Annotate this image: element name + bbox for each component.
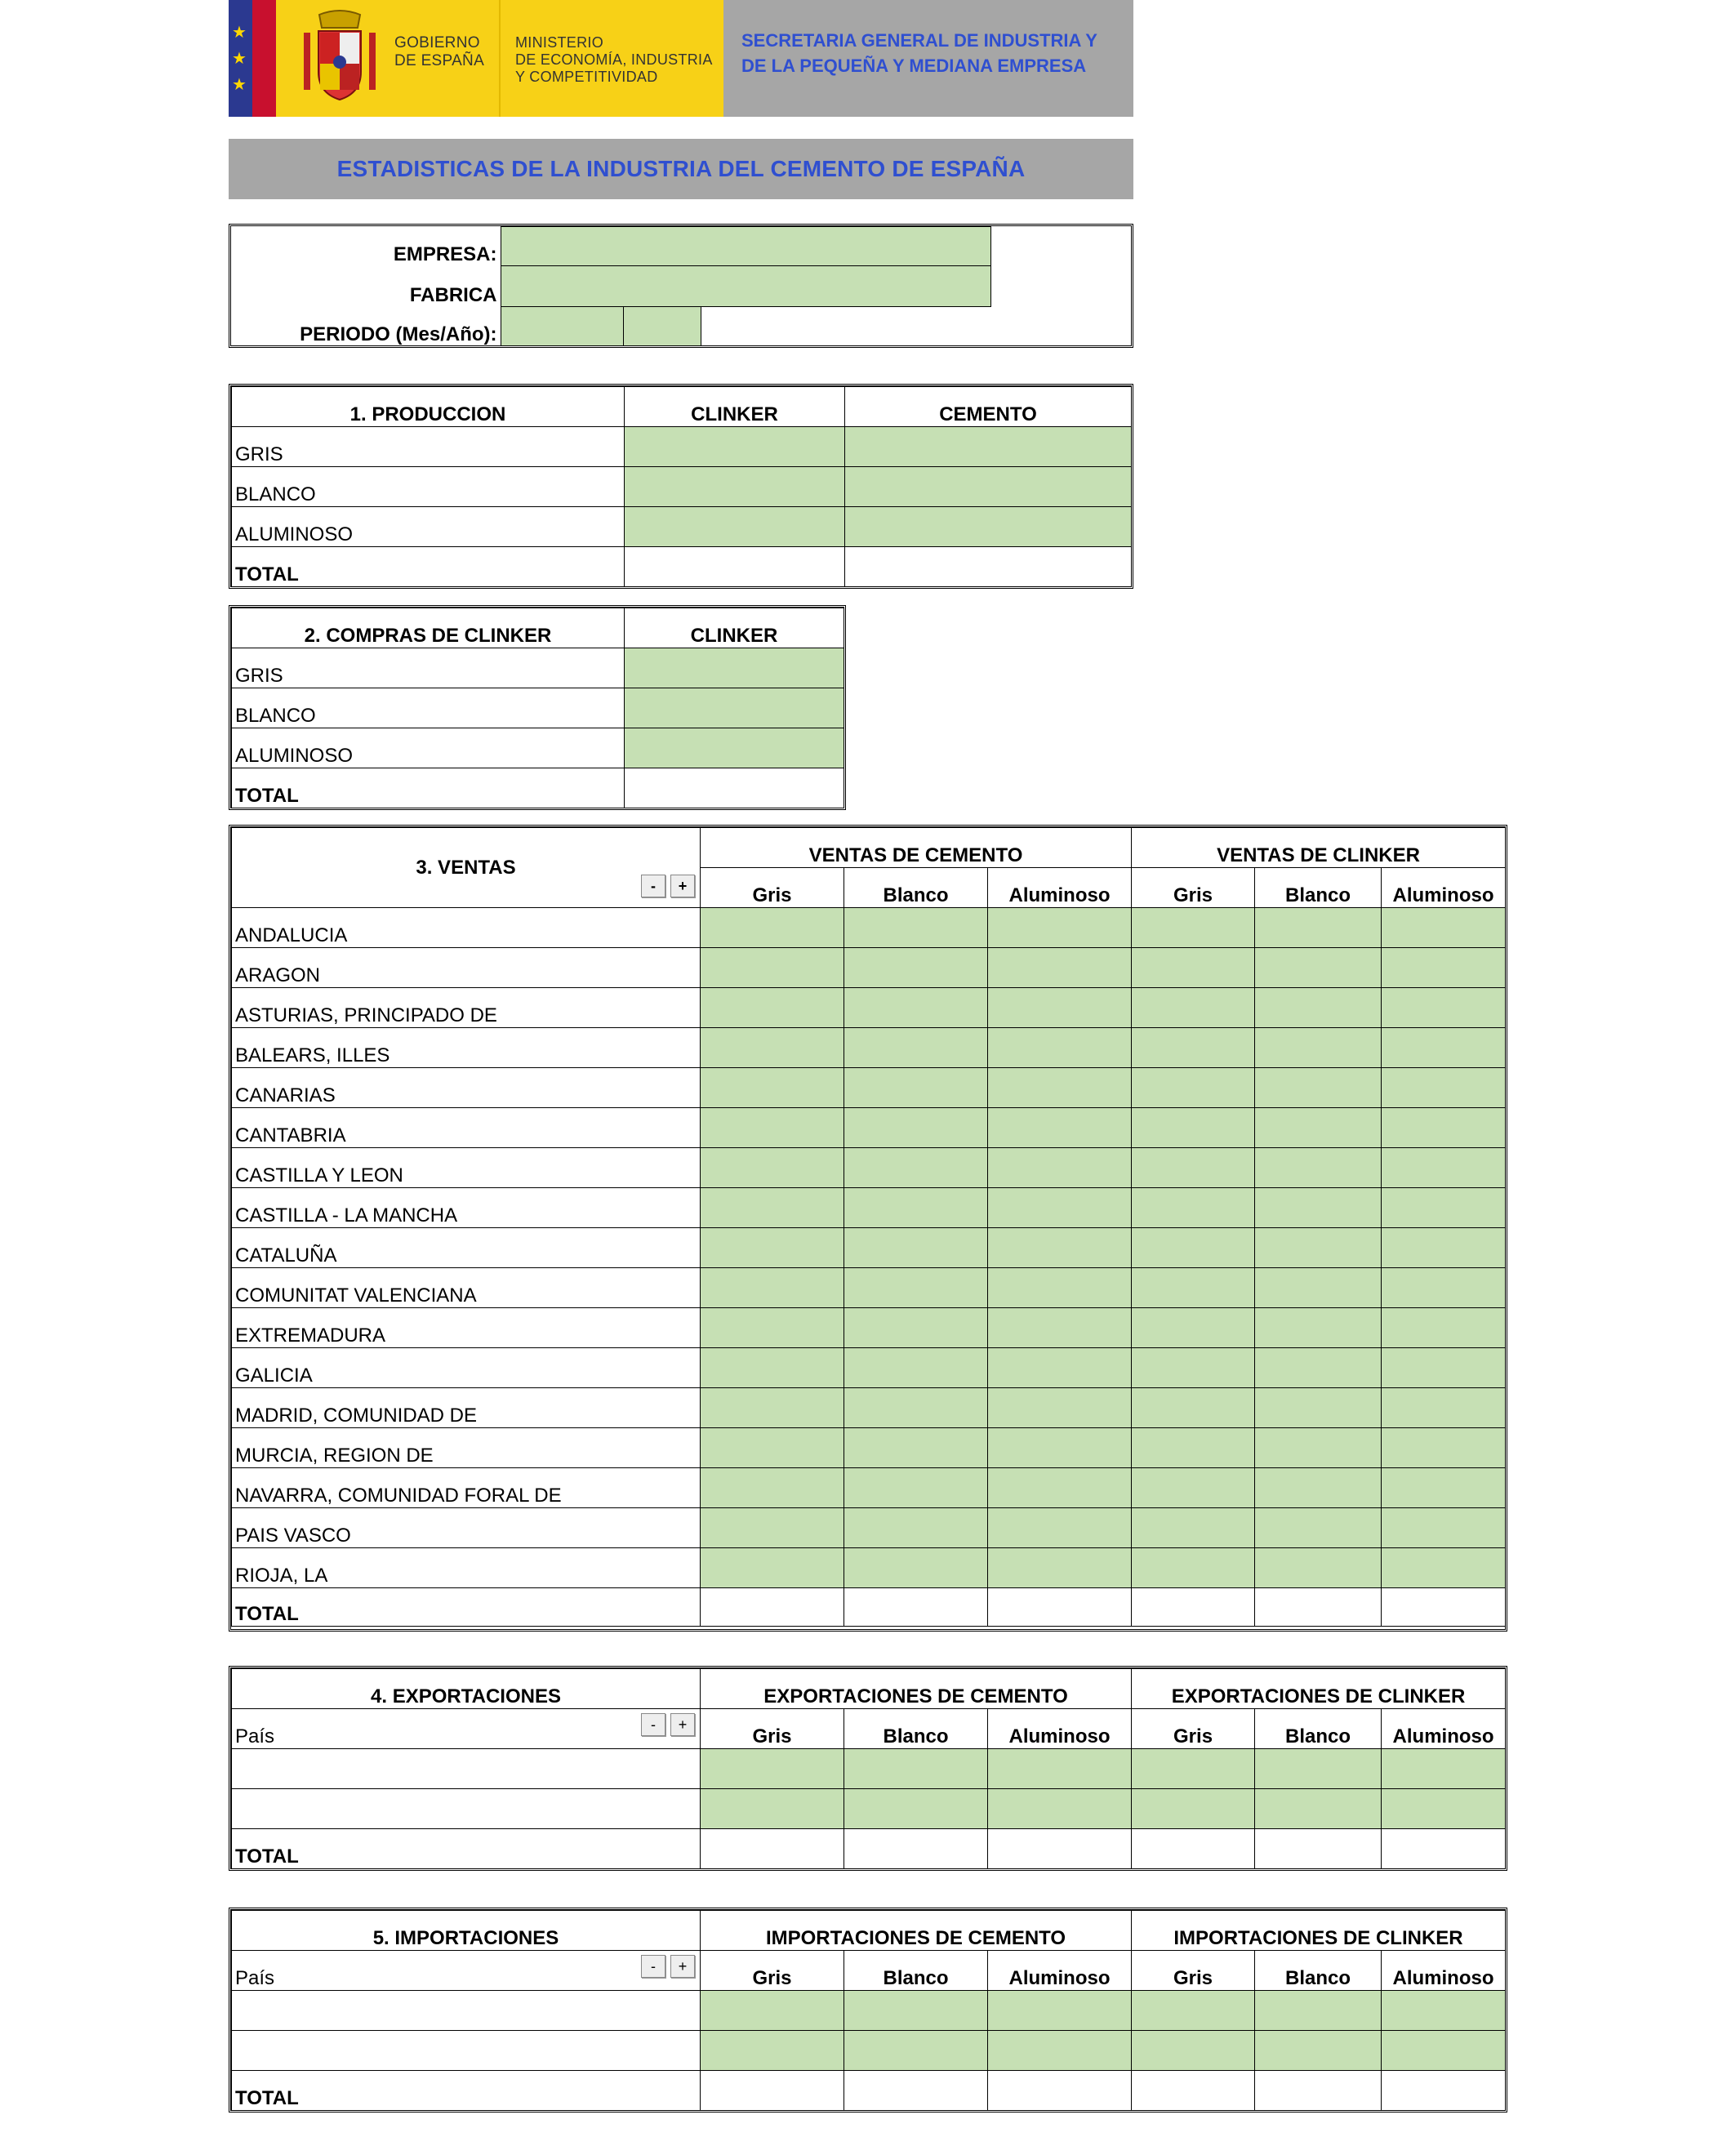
importaciones-value-input[interactable] <box>701 1991 844 2031</box>
periodo-label: PERIODO (Mes/Año): <box>300 323 497 345</box>
exportaciones-pais-input[interactable] <box>232 1749 701 1789</box>
produccion-cemento-blanco-input[interactable] <box>845 467 1132 507</box>
produccion-row-label: GRIS <box>232 427 625 467</box>
ventas-value-input[interactable] <box>701 1388 844 1428</box>
star-icon: ★ <box>232 24 247 42</box>
expand-button[interactable]: + <box>670 875 695 897</box>
ventas-total-cell <box>701 1588 844 1627</box>
ventas-value-input[interactable] <box>1382 1388 1506 1428</box>
importaciones-col-header: Blanco <box>844 1951 988 1991</box>
importaciones-total-cell <box>988 2071 1132 2111</box>
ventas-value-input[interactable] <box>844 1228 988 1268</box>
ventas-value-input[interactable] <box>1132 1188 1255 1228</box>
exportaciones-value-input[interactable] <box>988 1789 1132 1829</box>
importaciones-pais-cell <box>232 1951 701 1991</box>
ministerio-text <box>515 34 713 86</box>
ventas-value-input[interactable] <box>844 1308 988 1348</box>
exportaciones-col-header: Aluminoso <box>988 1709 1132 1749</box>
ventas-total-cell <box>988 1588 1132 1627</box>
ventas-value-input[interactable] <box>701 1228 844 1268</box>
ventas-value-input[interactable] <box>988 1388 1132 1428</box>
exportaciones-value-input[interactable] <box>988 1749 1132 1789</box>
importaciones-value-input[interactable] <box>844 1991 988 2031</box>
ventas-row <box>232 1348 1506 1388</box>
star-icon: ★ <box>232 50 247 68</box>
ventas-value-input[interactable] <box>1132 1108 1255 1148</box>
empresa-input[interactable] <box>501 227 990 266</box>
compras-aluminoso-input[interactable] <box>625 728 844 768</box>
periodo-mes-input[interactable] <box>501 307 623 346</box>
ventas-value-input[interactable] <box>1132 948 1255 988</box>
ventas-value-input[interactable] <box>1132 1228 1255 1268</box>
importaciones-col-header: Gris <box>1132 1951 1255 1991</box>
ventas-value-input[interactable] <box>988 1148 1132 1188</box>
ventas-row <box>232 1188 1506 1228</box>
ventas-value-input[interactable] <box>988 988 1132 1028</box>
compras-col-clinker: CLINKER <box>625 608 844 648</box>
exportaciones-total-cell <box>1382 1829 1506 1869</box>
ventas-value-input[interactable] <box>1132 1348 1255 1388</box>
importaciones-value-input[interactable] <box>1382 2031 1506 2071</box>
ventas-value-input[interactable] <box>1132 1428 1255 1468</box>
compras-total <box>625 768 844 808</box>
ventas-value-input[interactable] <box>1255 1548 1382 1588</box>
produccion-clinker-aluminoso-input[interactable] <box>625 507 845 547</box>
ventas-value-input[interactable] <box>988 1188 1132 1228</box>
ventas-outline-buttons <box>636 874 695 897</box>
ventas-value-input[interactable] <box>844 1068 988 1108</box>
ventas-region-label: GALICIA <box>232 1348 701 1388</box>
ventas-value-input[interactable] <box>1255 1308 1382 1348</box>
importaciones-section <box>229 1908 1507 2113</box>
ventas-value-input[interactable] <box>701 1028 844 1068</box>
ventas-value-input[interactable] <box>701 1428 844 1468</box>
empresa-label: EMPRESA: <box>393 243 497 265</box>
ventas-value-input[interactable] <box>988 1468 1132 1508</box>
ventas-row <box>232 948 1506 988</box>
ventas-value-input[interactable] <box>1132 1548 1255 1588</box>
compras-table <box>231 608 844 808</box>
ventas-value-input[interactable] <box>1382 1268 1506 1308</box>
ventas-row <box>232 1108 1506 1148</box>
collapse-button[interactable]: - <box>641 875 665 897</box>
exportaciones-total-cell <box>701 1829 844 1869</box>
expand-button[interactable]: + <box>670 1955 695 1978</box>
page-title-bar <box>229 139 1133 199</box>
exportaciones-total-label: TOTAL <box>232 1829 701 1869</box>
ventas-value-input[interactable] <box>1255 988 1382 1028</box>
importaciones-outline-buttons <box>636 1954 695 1978</box>
exportaciones-total-cell <box>988 1829 1132 1869</box>
exportaciones-col-header: Gris <box>1132 1709 1255 1749</box>
ventas-value-input[interactable] <box>844 988 988 1028</box>
ventas-region-label: EXTREMADURA <box>232 1308 701 1348</box>
id-section <box>229 224 1133 348</box>
ventas-value-input[interactable] <box>1255 1228 1382 1268</box>
ventas-value-input[interactable] <box>701 1188 844 1228</box>
ventas-value-input[interactable] <box>1255 1468 1382 1508</box>
exportaciones-clinker-group: EXPORTACIONES DE CLINKER <box>1132 1669 1506 1709</box>
importaciones-col-header: Aluminoso <box>1382 1951 1506 1991</box>
ventas-value-input[interactable] <box>1132 1268 1255 1308</box>
exportaciones-value-input[interactable] <box>1132 1749 1255 1789</box>
exportaciones-value-input[interactable] <box>1255 1749 1382 1789</box>
ventas-row <box>232 1268 1506 1308</box>
ventas-col-header: Aluminoso <box>988 868 1132 908</box>
ventas-value-input[interactable] <box>988 1108 1132 1148</box>
produccion-cemento-gris-input[interactable] <box>845 427 1132 467</box>
importaciones-pais-label: País <box>235 1967 275 1989</box>
ventas-value-input[interactable] <box>1382 1348 1506 1388</box>
ventas-total-label: TOTAL <box>232 1588 701 1627</box>
ventas-value-input[interactable] <box>1382 1468 1506 1508</box>
compras-row-label: ALUMINOSO <box>232 728 625 768</box>
ventas-total-cell <box>1255 1588 1382 1627</box>
ventas-value-input[interactable] <box>1255 948 1382 988</box>
ventas-region-label: CANARIAS <box>232 1068 701 1108</box>
ventas-value-input[interactable] <box>988 1548 1132 1588</box>
ventas-region-label: CASTILLA Y LEON <box>232 1148 701 1188</box>
ventas-value-input[interactable] <box>701 908 844 948</box>
ventas-value-input[interactable] <box>1255 1508 1382 1548</box>
ventas-value-input[interactable] <box>1132 1148 1255 1188</box>
ventas-value-input[interactable] <box>1382 1108 1506 1148</box>
ventas-value-input[interactable] <box>1132 1068 1255 1108</box>
exportaciones-cemento-group: EXPORTACIONES DE CEMENTO <box>701 1669 1132 1709</box>
ventas-value-input[interactable] <box>701 1268 844 1308</box>
importaciones-value-input[interactable] <box>988 1991 1132 2031</box>
importaciones-cemento-group: IMPORTACIONES DE CEMENTO <box>701 1911 1132 1951</box>
exportaciones-value-input[interactable] <box>844 1789 988 1829</box>
ventas-value-input[interactable] <box>701 1148 844 1188</box>
ventas-row <box>232 1468 1506 1508</box>
ventas-value-input[interactable] <box>701 1068 844 1108</box>
ventas-value-input[interactable] <box>1382 1028 1506 1068</box>
importaciones-total-cell <box>1382 2071 1506 2111</box>
ventas-value-input[interactable] <box>988 1428 1132 1468</box>
exportaciones-total-cell <box>844 1829 988 1869</box>
produccion-row-label: BLANCO <box>232 467 625 507</box>
ventas-value-input[interactable] <box>1255 1268 1382 1308</box>
eu-flag-strip <box>229 0 276 117</box>
ventas-value-input[interactable] <box>1255 1028 1382 1068</box>
ventas-region-label: ARAGON <box>232 948 701 988</box>
ventas-value-input[interactable] <box>1382 1068 1506 1108</box>
ventas-total-cell <box>1382 1588 1506 1627</box>
collapse-button[interactable]: - <box>641 1955 665 1978</box>
ventas-value-input[interactable] <box>701 1508 844 1548</box>
star-icon: ★ <box>232 76 247 94</box>
exportaciones-value-input[interactable] <box>701 1789 844 1829</box>
gobierno-text <box>394 34 484 70</box>
ventas-value-input[interactable] <box>844 1348 988 1388</box>
ventas-value-input[interactable] <box>844 948 988 988</box>
ventas-col-header: Blanco <box>844 868 988 908</box>
importaciones-col-header: Aluminoso <box>988 1951 1132 1991</box>
importaciones-value-input[interactable] <box>1255 2031 1382 2071</box>
ventas-value-input[interactable] <box>988 1308 1132 1348</box>
importaciones-value-input[interactable] <box>1255 1991 1382 2031</box>
compras-row-label: BLANCO <box>232 688 625 728</box>
ventas-value-input[interactable] <box>1382 1228 1506 1268</box>
ventas-region-label: MADRID, COMUNIDAD DE <box>232 1388 701 1428</box>
ventas-value-input[interactable] <box>1255 1348 1382 1388</box>
ventas-value-input[interactable] <box>701 1548 844 1588</box>
compras-row-label: GRIS <box>232 648 625 688</box>
ventas-row <box>232 988 1506 1028</box>
ventas-row <box>232 1028 1506 1068</box>
ventas-value-input[interactable] <box>1382 1308 1506 1348</box>
importaciones-total-cell <box>1255 2071 1382 2111</box>
page-title: ESTADISTICAS DE LA INDUSTRIA DEL CEMENTO DE ESPAÑA <box>336 156 1026 181</box>
ventas-total-cell <box>844 1588 988 1627</box>
exportaciones-value-input[interactable] <box>1132 1789 1255 1829</box>
ventas-row <box>232 1508 1506 1548</box>
compras-total-label: TOTAL <box>232 768 625 808</box>
exportaciones-title: 4. EXPORTACIONES <box>232 1669 701 1709</box>
secretaria-box <box>723 0 1133 117</box>
ventas-value-input[interactable] <box>844 1268 988 1308</box>
exportaciones-col-header: Gris <box>701 1709 844 1749</box>
exportaciones-value-input[interactable] <box>1255 1789 1382 1829</box>
ventas-col-header: Gris <box>701 868 844 908</box>
ventas-value-input[interactable] <box>844 1028 988 1068</box>
importaciones-value-input[interactable] <box>1132 1991 1255 2031</box>
ventas-value-input[interactable] <box>988 1268 1132 1308</box>
ventas-value-input[interactable] <box>701 1108 844 1148</box>
ventas-cemento-group: VENTAS DE CEMENTO <box>701 828 1132 868</box>
exportaciones-col-header: Blanco <box>1255 1709 1382 1749</box>
importaciones-value-input[interactable] <box>988 2031 1132 2071</box>
ventas-value-input[interactable] <box>1132 908 1255 948</box>
periodo-ano-input[interactable] <box>623 307 701 346</box>
ventas-value-input[interactable] <box>1382 1148 1506 1188</box>
produccion-clinker-blanco-input[interactable] <box>625 467 845 507</box>
produccion-clinker-gris-input[interactable] <box>625 427 845 467</box>
importaciones-total-cell <box>844 2071 988 2111</box>
produccion-title: 1. PRODUCCION <box>232 387 625 427</box>
ventas-region-label: CATALUÑA <box>232 1228 701 1268</box>
ventas-region-label: ANDALUCIA <box>232 908 701 948</box>
ventas-value-input[interactable] <box>988 1228 1132 1268</box>
importaciones-table <box>231 1910 1506 2111</box>
ventas-value-input[interactable] <box>844 1428 988 1468</box>
fabrica-label: FABRICA <box>409 283 497 306</box>
ventas-value-input[interactable] <box>844 1468 988 1508</box>
produccion-col-cemento: CEMENTO <box>845 387 1132 427</box>
produccion-row-label: ALUMINOSO <box>232 507 625 547</box>
ventas-row <box>232 1428 1506 1468</box>
ventas-region-label: MURCIA, REGION DE <box>232 1428 701 1468</box>
ventas-value-input[interactable] <box>1255 1188 1382 1228</box>
produccion-cemento-total <box>845 547 1132 587</box>
ventas-value-input[interactable] <box>988 948 1132 988</box>
ventas-region-label: CASTILLA - LA MANCHA <box>232 1188 701 1228</box>
ventas-value-input[interactable] <box>701 1468 844 1508</box>
ventas-row <box>232 1148 1506 1188</box>
produccion-cemento-aluminoso-input[interactable] <box>845 507 1132 547</box>
ministerio-line: DE ECONOMÍA, INDUSTRIA <box>515 51 713 68</box>
ventas-value-input[interactable] <box>844 1148 988 1188</box>
ventas-value-input[interactable] <box>1132 1468 1255 1508</box>
compras-section <box>229 605 846 810</box>
exportaciones-value-input[interactable] <box>1382 1789 1506 1829</box>
compras-blanco-input[interactable] <box>625 688 844 728</box>
importaciones-value-input[interactable] <box>844 2031 988 2071</box>
exportaciones-total-cell <box>1132 1829 1255 1869</box>
ventas-value-input[interactable] <box>1132 1028 1255 1068</box>
ventas-value-input[interactable] <box>844 908 988 948</box>
importaciones-col-header: Blanco <box>1255 1951 1382 1991</box>
ventas-row <box>232 1308 1506 1348</box>
ventas-region-label: RIOJA, LA <box>232 1548 701 1588</box>
ventas-value-input[interactable] <box>1382 908 1506 948</box>
ventas-title: 3. VENTAS <box>416 856 516 879</box>
ventas-value-input[interactable] <box>844 1188 988 1228</box>
ministerio-line: MINISTERIO <box>515 34 604 51</box>
produccion-col-clinker: CLINKER <box>625 387 845 427</box>
ventas-value-input[interactable] <box>844 1388 988 1428</box>
ventas-row <box>232 1548 1506 1588</box>
exportaciones-col-header: Aluminoso <box>1382 1709 1506 1749</box>
ventas-col-header: Aluminoso <box>1382 868 1506 908</box>
coat-of-arms-icon <box>299 8 381 106</box>
produccion-table <box>231 386 1132 587</box>
ventas-value-input[interactable] <box>1382 988 1506 1028</box>
ventas-row <box>232 1228 1506 1268</box>
ventas-value-input[interactable] <box>1382 1428 1506 1468</box>
ventas-value-input[interactable] <box>701 948 844 988</box>
ventas-value-input[interactable] <box>844 1548 988 1588</box>
exportaciones-table <box>231 1668 1506 1869</box>
ventas-value-input[interactable] <box>1382 1188 1506 1228</box>
ventas-value-input[interactable] <box>1132 1388 1255 1428</box>
exportaciones-value-input[interactable] <box>844 1749 988 1789</box>
exportaciones-pais-input[interactable] <box>232 1789 701 1829</box>
ventas-region-label: CANTABRIA <box>232 1108 701 1148</box>
ventas-value-input[interactable] <box>1255 1068 1382 1108</box>
produccion-section <box>229 384 1133 589</box>
ventas-value-input[interactable] <box>988 1028 1132 1068</box>
secretaria-text: SECRETARIA GENERAL DE INDUSTRIA Y DE LA PEQUEÑA Y MEDIANA EMPRESA <box>741 30 1097 76</box>
ventas-region-label: ASTURIAS, PRINCIPADO DE <box>232 988 701 1028</box>
produccion-clinker-total <box>625 547 845 587</box>
ventas-region-label: BALEARS, ILLES <box>232 1028 701 1068</box>
exportaciones-value-input[interactable] <box>701 1749 844 1789</box>
importaciones-total-label: TOTAL <box>232 2071 701 2111</box>
ventas-value-input[interactable] <box>988 1068 1132 1108</box>
ventas-value-input[interactable] <box>1382 948 1506 988</box>
exportaciones-pais-label: País <box>235 1725 275 1747</box>
exportaciones-total-cell <box>1255 1829 1382 1869</box>
ventas-value-input[interactable] <box>1255 1388 1382 1428</box>
ventas-region-label: NAVARRA, COMUNIDAD FORAL DE <box>232 1468 701 1508</box>
ventas-value-input[interactable] <box>1255 1108 1382 1148</box>
ventas-value-input[interactable] <box>1255 1148 1382 1188</box>
importaciones-clinker-group: IMPORTACIONES DE CLINKER <box>1132 1911 1506 1951</box>
collapse-button[interactable]: - <box>641 1713 665 1736</box>
importaciones-value-input[interactable] <box>701 2031 844 2071</box>
fabrica-input[interactable] <box>501 266 990 307</box>
exportaciones-col-header: Blanco <box>844 1709 988 1749</box>
ventas-table <box>231 827 1506 1627</box>
ventas-value-input[interactable] <box>1132 988 1255 1028</box>
importaciones-pais-input[interactable] <box>232 1991 701 2031</box>
ventas-section <box>229 825 1507 1632</box>
exportaciones-value-input[interactable] <box>1382 1749 1506 1789</box>
ventas-region-label: PAIS VASCO <box>232 1508 701 1548</box>
importaciones-col-header: Gris <box>701 1951 844 1991</box>
produccion-total-label: TOTAL <box>232 547 625 587</box>
ventas-total-cell <box>1132 1588 1255 1627</box>
ventas-value-input[interactable] <box>988 908 1132 948</box>
ventas-col-header: Gris <box>1132 868 1255 908</box>
logo-divider <box>499 0 501 117</box>
importaciones-value-input[interactable] <box>1382 1991 1506 2031</box>
exportaciones-outline-buttons <box>636 1712 695 1736</box>
ventas-row <box>232 1068 1506 1108</box>
ventas-value-input[interactable] <box>1132 1308 1255 1348</box>
ventas-value-input[interactable] <box>988 1348 1132 1388</box>
ventas-value-input[interactable] <box>1255 908 1382 948</box>
ventas-clinker-group: VENTAS DE CLINKER <box>1132 828 1506 868</box>
ventas-value-input[interactable] <box>701 1308 844 1348</box>
exportaciones-pais-cell <box>232 1709 701 1749</box>
expand-button[interactable]: + <box>670 1713 695 1736</box>
gobierno-line: GOBIERNO <box>394 34 480 51</box>
ventas-col-header: Blanco <box>1255 868 1382 908</box>
ventas-rows <box>232 908 1506 1588</box>
importaciones-value-input[interactable] <box>1132 2031 1255 2071</box>
ventas-title-cell <box>232 828 701 908</box>
ventas-value-input[interactable] <box>1382 1508 1506 1548</box>
ventas-region-label: COMUNITAT VALENCIANA <box>232 1268 701 1308</box>
ventas-value-input[interactable] <box>1382 1548 1506 1588</box>
ventas-row <box>232 1388 1506 1428</box>
exportaciones-section <box>229 1666 1507 1871</box>
importaciones-pais-input[interactable] <box>232 2031 701 2071</box>
ventas-value-input[interactable] <box>701 988 844 1028</box>
ventas-value-input[interactable] <box>844 1108 988 1148</box>
ventas-value-input[interactable] <box>1255 1428 1382 1468</box>
ventas-row <box>232 908 1506 948</box>
ventas-value-input[interactable] <box>701 1348 844 1388</box>
ventas-value-input[interactable] <box>1132 1508 1255 1548</box>
importaciones-total-cell <box>1132 2071 1255 2111</box>
ministerio-line: Y COMPETITIVIDAD <box>515 69 658 85</box>
ventas-value-input[interactable] <box>844 1508 988 1548</box>
importaciones-total-cell <box>701 2071 844 2111</box>
gobierno-logo <box>276 0 723 117</box>
ventas-value-input[interactable] <box>988 1508 1132 1548</box>
compras-gris-input[interactable] <box>625 648 844 688</box>
compras-title: 2. COMPRAS DE CLINKER <box>232 608 625 648</box>
gobierno-line: DE ESPAÑA <box>394 52 485 69</box>
importaciones-title: 5. IMPORTACIONES <box>232 1911 701 1951</box>
